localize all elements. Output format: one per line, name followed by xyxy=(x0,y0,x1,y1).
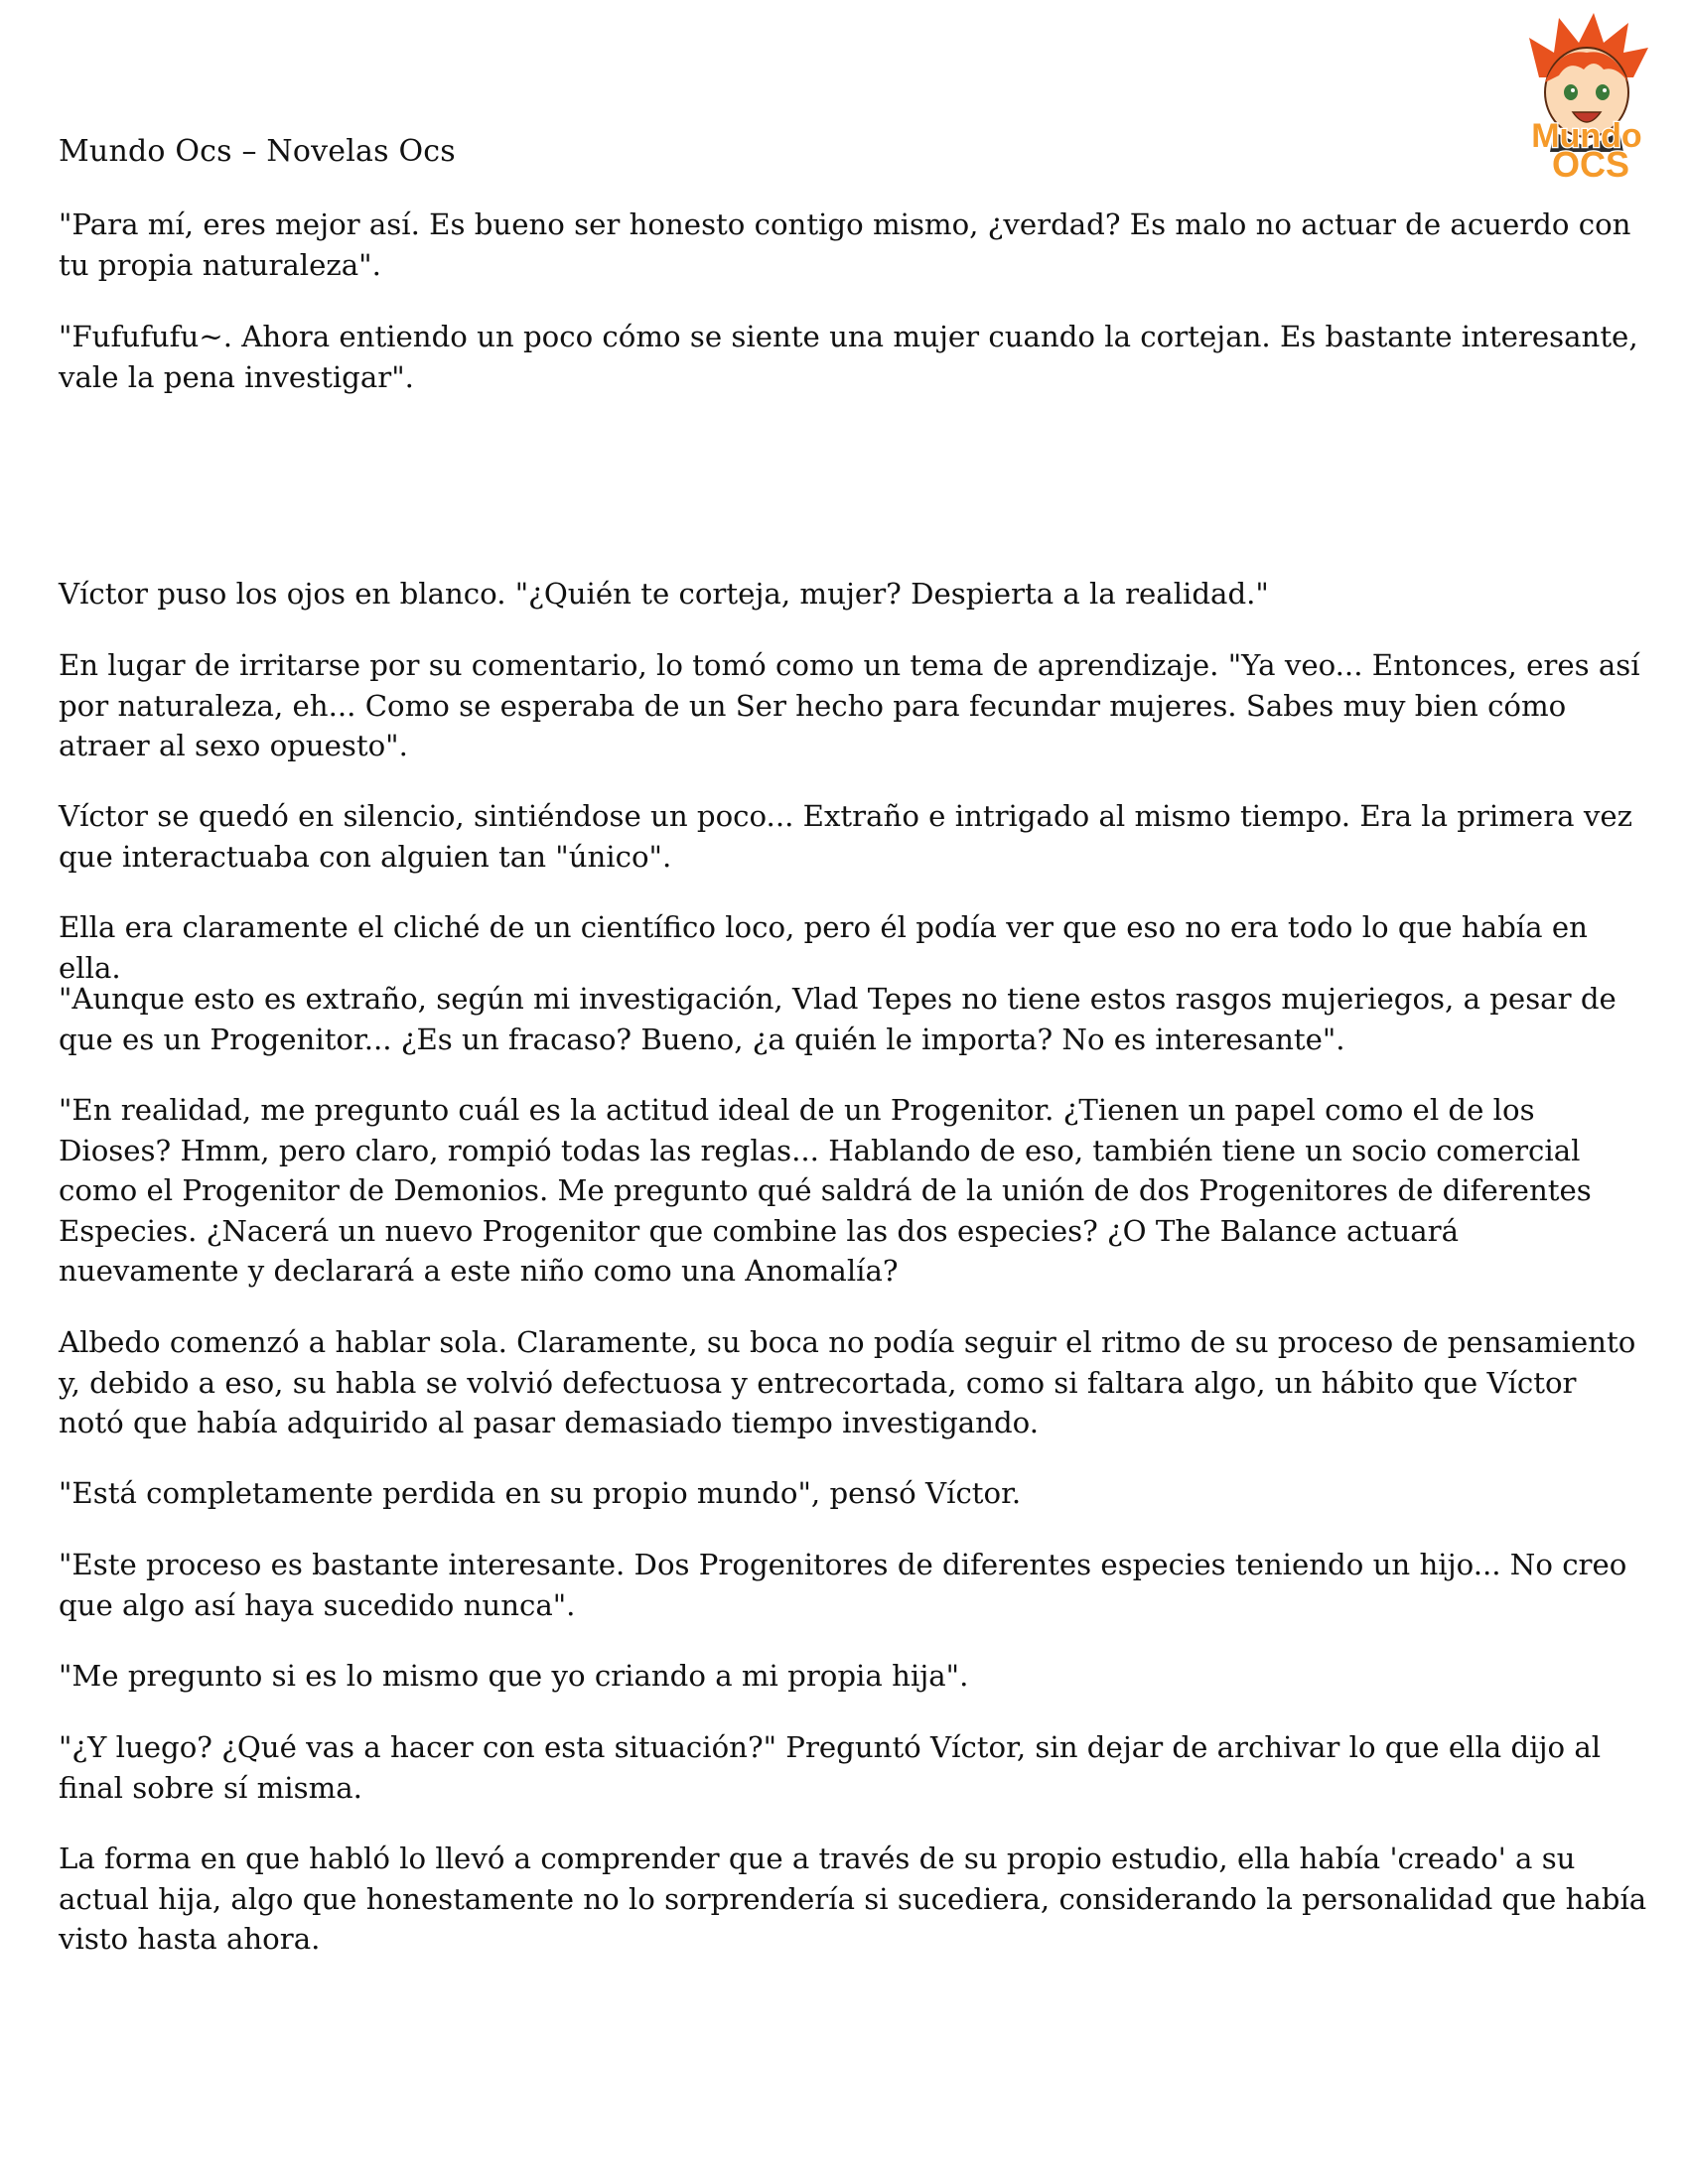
paragraph-text: "Aunque esto es extraño, según mi investigación, Vlad Tepes no tiene estos rasgos mujeriegos, a pesar de que es un Progenitor... ¿Es un fracaso? Bueno, ¿a quién le importa? No es interesante". xyxy=(59,982,1617,1056)
document-header: Mundo Ocs – Novelas Ocs xyxy=(59,134,456,169)
paragraph-2 xyxy=(59,317,1647,397)
paragraph-1 xyxy=(59,205,1647,285)
paragraph-text: Ella era claramente el cliché de un científico loco, pero él podía ver que eso no era todo lo que había en ella. xyxy=(59,910,1588,985)
paragraph-text: "En realidad, me pregunto cuál es la actitud ideal de un Progenitor. ¿Tienen un papel como el de los Dioses? Hmm, pero claro, rompió todas las reglas... Hablando de eso, también tiene un socio comercial como el Progenitor de Demonios. Me pregunto qué saldrá de la unión de dos Progenitores de diferentes Especies. ¿Nacerá un nuevo Progenitor que combine las dos especies? ¿O The Balance actuará nuevamente y declarará a este niño como una Anomalía? xyxy=(59,1093,1592,1289)
paragraph-10 xyxy=(59,1473,1647,1514)
logo-text-bottom: OCS xyxy=(1551,144,1630,182)
paragraph-8 xyxy=(59,1090,1647,1292)
paragraph-text: Víctor puso los ojos en blanco. "¿Quién te corteja, mujer? Despierta a la realidad." xyxy=(59,577,1269,611)
paragraph-text: "Está completamente perdida en su propio mundo", pensó Víctor. xyxy=(59,1476,1022,1510)
paragraph-6 xyxy=(59,907,1647,988)
paragraph-text: Víctor se quedó en silencio, sintiéndose un poco... Extraño e intrigado al mismo tiempo. Era la primera vez que interactuaba con alguien tan "único". xyxy=(59,799,1632,874)
paragraph-9 xyxy=(59,1322,1647,1443)
paragraph-text: Albedo comenzó a hablar sola. Claramente, su boca no podía seguir el ritmo de su proceso de pensamiento y, debido a eso, su habla se volvió defectuosa y entrecortada, como si faltara algo, un hábito que Víctor notó que había adquirido al pasar demasiado tiempo investigando. xyxy=(59,1325,1636,1440)
paragraph-13 xyxy=(59,1727,1647,1808)
mundo-ocs-logo-icon xyxy=(1499,8,1673,182)
paragraph-text: "Este proceso es bastante interesante. Dos Progenitores de diferentes especies teniendo un hijo... No creo que algo así haya sucedido nunca". xyxy=(59,1548,1627,1622)
paragraph-text: "Para mí, eres mejor así. Es bueno ser honesto contigo mismo, ¿verdad? Es malo no actuar de acuerdo con tu propia naturaleza". xyxy=(59,207,1631,282)
paragraph-text: "¿Y luego? ¿Qué vas a hacer con esta situación?" Preguntó Víctor, sin dejar de archivar lo que ella dijo al final sobre sí misma. xyxy=(59,1730,1602,1805)
paragraph-5 xyxy=(59,796,1647,877)
paragraph-14 xyxy=(59,1839,1647,1960)
right-eye xyxy=(1596,84,1610,100)
paragraph-4 xyxy=(59,645,1647,766)
paragraph-text: "Fufufufu~. Ahora entiendo un poco cómo se siente una mujer cuando la cortejan. Es bastante interesante, vale la pena investigar". xyxy=(59,320,1638,394)
paragraph-7 xyxy=(59,979,1647,1059)
paragraph-text: La forma en que habló lo llevó a comprender que a través de su propio estudio, ella había 'creado' a su actual hija, algo que honestamente no lo sorprendería si sucediera, considerando la personalidad que había visto hasta ahora. xyxy=(59,1842,1647,1957)
paragraph-12 xyxy=(59,1656,1647,1697)
paragraph-3 xyxy=(59,574,1647,614)
paragraph-11 xyxy=(59,1545,1647,1625)
left-eye xyxy=(1564,84,1578,100)
paragraph-text: "Me pregunto si es lo mismo que yo criando a mi propia hija". xyxy=(59,1659,969,1693)
logo-text-top: Mundo xyxy=(1531,117,1642,155)
paragraph-text: En lugar de irritarse por su comentario, lo tomó como un tema de aprendizaje. "Ya veo... Entonces, eres así por naturaleza, eh... Como se esperaba de un Ser hecho para fecundar mujeres. Sabes muy bien cómo atraer al sexo opuesto". xyxy=(59,648,1640,763)
